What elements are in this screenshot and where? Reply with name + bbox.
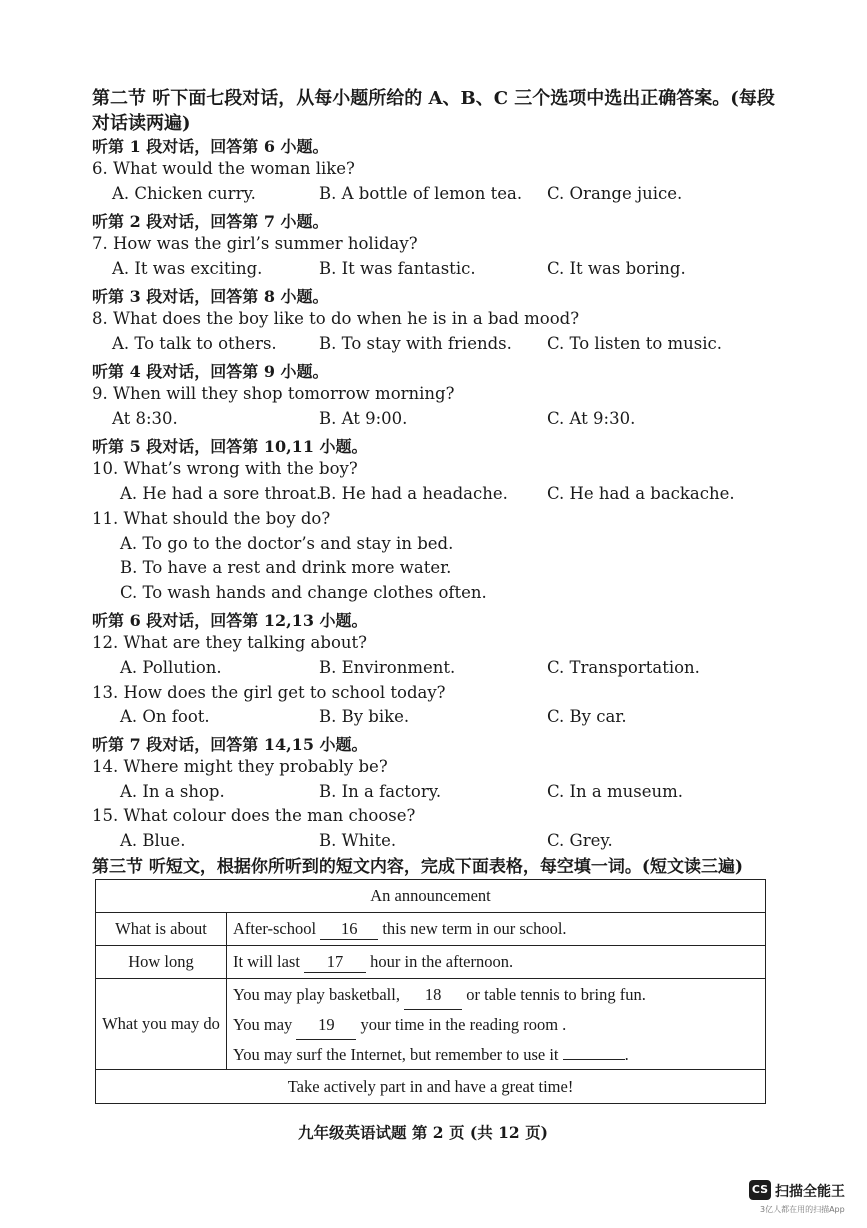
table-footer: Take actively part in and have a great time! (96, 1070, 766, 1104)
option-b: B. He had a headache. (319, 484, 508, 503)
option-b: B. To have a rest and drink more water. (120, 558, 452, 577)
question-6: 6. What would the woman like? (92, 159, 355, 178)
option-c: C. To wash hands and change clothes often. (120, 583, 487, 602)
dialogue-instruction: 听第 7 段对话，回答第 14,15 小题。 (92, 735, 368, 754)
scanner-brand: 扫描全能王 (775, 1184, 845, 1200)
option-a: At 8:30. (112, 409, 178, 428)
option-c: C. At 9:30. (547, 409, 636, 428)
dialogue-instruction: 听第 5 段对话，回答第 10,11 小题。 (92, 437, 368, 456)
option-b: B. A bottle of lemon tea. (319, 184, 523, 203)
dialogue-instruction: 听第 1 段对话，回答第 6 小题。 (92, 137, 329, 156)
dialogue-instruction: 听第 4 段对话，回答第 9 小题。 (92, 362, 329, 381)
option-a: A. In a shop. (120, 782, 225, 801)
question-15: 15. What colour does the man choose? (92, 806, 416, 825)
scanner-tagline: 3亿人都在用的扫描App (760, 1205, 845, 1214)
option-c: C. Transportation. (547, 658, 700, 677)
section-3-title: 第三节 听短文，根据你所听到的短文内容，完成下面表格，每空填一词。(短文读三遍) (92, 857, 744, 877)
option-c: C. It was boring. (547, 259, 686, 278)
blank-18[interactable]: 18 (404, 980, 462, 1010)
blank-17[interactable]: 17 (304, 952, 366, 973)
option-b: B. White. (319, 831, 397, 850)
camscanner-logo-icon: CS (749, 1180, 771, 1200)
option-c: C. He had a backache. (547, 484, 735, 503)
option-b: B. It was fantastic. (319, 259, 476, 278)
row-label-how-long: How long (96, 946, 227, 979)
row-content-activities (227, 979, 766, 1070)
question-8: 8. What does the boy like to do when he is in a bad mood? (92, 309, 580, 328)
option-a: A. Chicken curry. (112, 184, 256, 203)
option-b: B. At 9:00. (319, 409, 408, 428)
question-12: 12. What are they talking about? (92, 633, 367, 652)
table-header: An announcement (96, 880, 766, 913)
question-14: 14. Where might they probably be? (92, 757, 388, 776)
question-7: 7. How was the girl’s summer holiday? (92, 234, 418, 253)
option-b: B. In a factory. (319, 782, 442, 801)
option-c: C. In a museum. (547, 782, 684, 801)
question-9: 9. When will they shop tomorrow morning? (92, 384, 455, 403)
dialogue-instruction: 听第 3 段对话，回答第 8 小题。 (92, 287, 329, 306)
option-a: A. Blue. (120, 831, 186, 850)
option-b: B. By bike. (319, 707, 410, 726)
question-13: 13. How does the girl get to school today? (92, 683, 446, 702)
announcement-table (95, 879, 766, 1104)
option-c: C. Orange juice. (547, 184, 683, 203)
option-a: A. To talk to others. (112, 334, 277, 353)
option-a: A. It was exciting. (112, 259, 263, 278)
blank-20[interactable] (563, 1059, 625, 1060)
option-a: A. On foot. (120, 707, 210, 726)
option-a: A. He had a sore throat. (120, 484, 322, 503)
page-footer: 九年级英语试题 第 2 页 (共 12 页) (298, 1123, 548, 1142)
question-10: 10. What’s wrong with the boy? (92, 459, 358, 478)
row-content-about: After-school 16 this new term in our school. (227, 913, 766, 946)
blank-19[interactable]: 19 (296, 1010, 356, 1040)
dialogue-instruction: 听第 6 段对话，回答第 12,13 小题。 (92, 611, 368, 630)
option-c: C. By car. (547, 707, 627, 726)
row-label-what-you-may-do: What you may do (96, 979, 227, 1070)
row-label-about: What is about (96, 913, 227, 946)
activity-line: You may surf the Internet, but remember to use it . (233, 1044, 629, 1064)
blank-16[interactable]: 16 (320, 919, 378, 940)
dialogue-instruction: 听第 2 段对话，回答第 7 小题。 (92, 212, 329, 231)
row-content-how-long: It will last 17 hour in the afternoon. (227, 946, 766, 979)
option-a: A. Pollution. (120, 658, 222, 677)
section-title: 第二节 听下面七段对话，从每小题所给的 A、B、C 三个选项中选出正确答案。(每段 (92, 88, 775, 109)
option-a: A. To go to the doctor’s and stay in bed. (120, 534, 454, 553)
option-c: C. To listen to music. (547, 334, 723, 353)
section-title-cont: 对话读两遍) (92, 113, 191, 134)
question-11: 11. What should the boy do? (92, 509, 331, 528)
option-b: B. Environment. (319, 658, 456, 677)
option-c: C. Grey. (547, 831, 613, 850)
activity-line: You may play basketball, 18 or table tennis to bring fun. (233, 980, 759, 1010)
option-b: B. To stay with friends. (319, 334, 512, 353)
activity-line: You may 19 your time in the reading room . (233, 1010, 759, 1040)
